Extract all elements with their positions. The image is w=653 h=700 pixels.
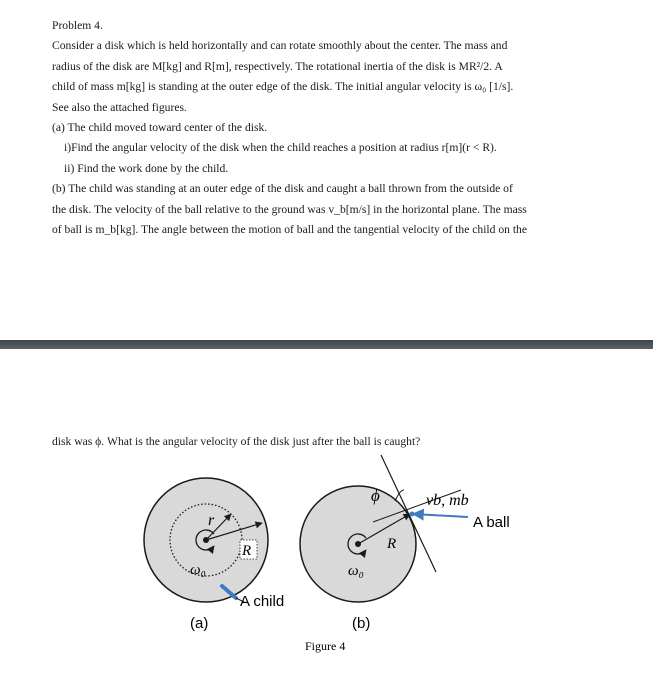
part-b-line-3: of ball is m_b[kg]. The angle between the motion of ball and the tangential velocity of the child on the — [52, 223, 527, 237]
label-vb-mb: vb, mb — [426, 492, 469, 509]
part-b-continued: disk was ϕ. What is the angular velocity of the disk just after the ball is caught? — [52, 435, 421, 448]
label-omega-b: ω₀ — [348, 563, 364, 579]
part-b-line-2: the disk. The velocity of the ball relative to the ground was v_b[m/s] in the horizontal plane. The mass — [52, 202, 527, 216]
label-a: (a) — [190, 615, 209, 632]
paragraph-line-3: child of mass m[kg] is standing at the outer edge of the disk. The initial angular velocity is ω₀ [1/s]. — [52, 80, 514, 94]
part-a-label: (a) The child moved toward center of the disk. — [52, 121, 268, 135]
figure-caption: Figure 4 — [305, 639, 346, 653]
label-phi: ϕ — [371, 486, 380, 505]
paragraph-line-4: See also the attached figures. — [52, 100, 187, 114]
part-a-ii: ii) Find the work done by the child. — [64, 161, 229, 175]
label-r-small: r — [208, 512, 215, 529]
figure-a — [144, 478, 284, 632]
label-child: A child — [240, 593, 285, 610]
ball-velocity-arrow — [413, 514, 468, 517]
label-R-a: R — [242, 543, 252, 559]
figure-b — [300, 455, 510, 632]
label-ball: A ball — [473, 514, 510, 531]
contact-point — [410, 512, 415, 517]
label-R-b: R — [387, 536, 397, 552]
part-b-line-1: (b) The child was standing at an outer edge of the disk and caught a ball thrown from the outside of — [52, 182, 513, 196]
paragraph-line-2: radius of the disk are M[kg] and R[m], respectively. The rotational inertia of the disk is MR²/2. A — [52, 59, 503, 73]
label-omega-a: ω₀ — [190, 562, 206, 578]
paragraph-line-1: Consider a disk which is held horizontally and can rotate smoothly about the center. The mass and — [52, 39, 508, 53]
label-b: (b) — [352, 615, 371, 632]
part-a-i: i)Find the angular velocity of the disk when the child reaches a position at radius r[m](r < R). — [64, 141, 497, 155]
problem-title: Problem 4. — [52, 19, 103, 32]
